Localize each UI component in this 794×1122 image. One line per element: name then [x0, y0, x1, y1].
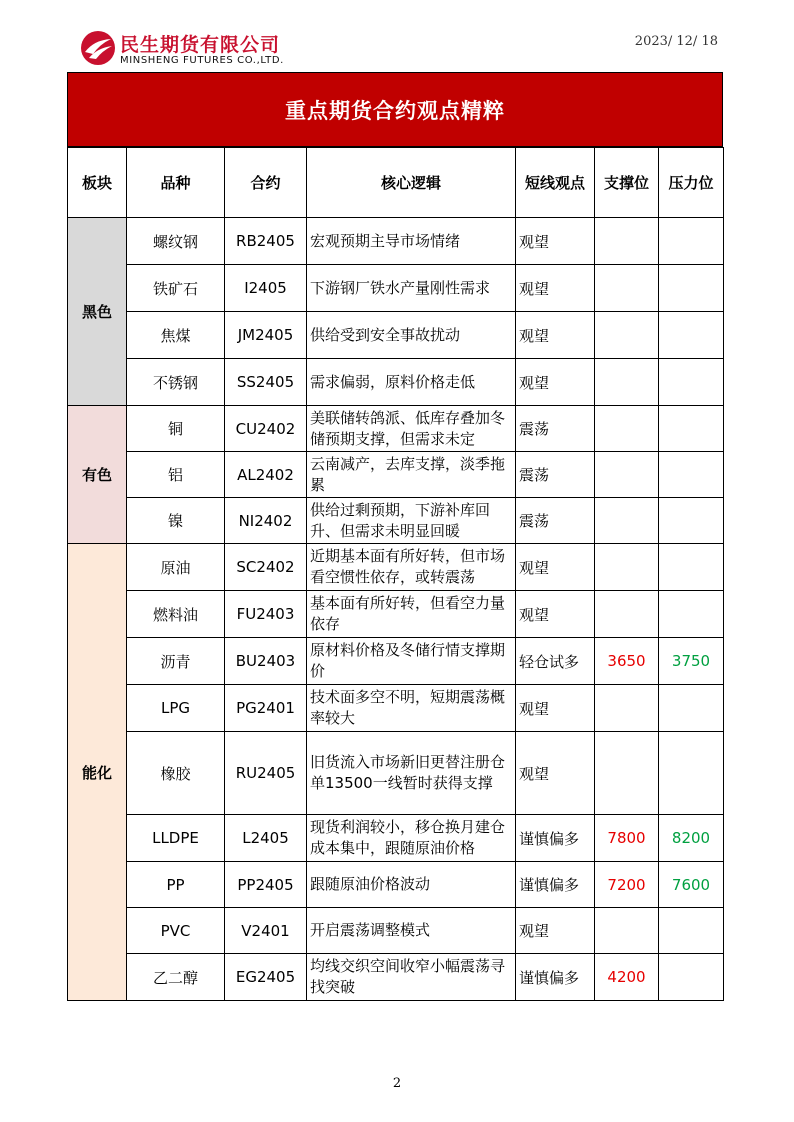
resistance-cell	[659, 452, 724, 498]
table-row	[68, 908, 724, 954]
contract-cell: EG2405	[225, 954, 307, 1001]
resistance-cell: 3750	[659, 638, 724, 685]
resistance-cell	[659, 544, 724, 591]
contract-cell: AL2402	[225, 452, 307, 498]
support-cell	[595, 498, 659, 544]
resistance-cell	[659, 908, 724, 954]
table-row	[68, 265, 724, 312]
resistance-cell	[659, 312, 724, 359]
variety-cell: 铜	[127, 406, 225, 452]
table-row	[68, 218, 724, 265]
logic-cell: 原材料价格及冬储行情支撑期价	[307, 638, 516, 685]
table-row	[68, 954, 724, 1001]
page-number: 2	[392, 1076, 402, 1091]
contract-cell: L2405	[225, 815, 307, 862]
resistance-cell	[659, 591, 724, 638]
contract-cell: NI2402	[225, 498, 307, 544]
support-cell	[595, 218, 659, 265]
variety-cell: PP	[127, 862, 225, 908]
sector-cell: 有色	[68, 406, 127, 544]
logic-cell: 供给过剩预期，下游补库回升、但需求未明显回暖	[307, 498, 516, 544]
contract-cell: JM2405	[225, 312, 307, 359]
variety-cell: 镍	[127, 498, 225, 544]
header-support: 支撑位	[595, 148, 659, 218]
logic-cell: 需求偏弱，原料价格走低	[307, 359, 516, 406]
contract-cell: PG2401	[225, 685, 307, 732]
variety-cell: 螺纹钢	[127, 218, 225, 265]
support-cell: 7200	[595, 862, 659, 908]
company-logo	[80, 28, 320, 72]
sector-cell: 黑色	[68, 218, 127, 406]
support-cell	[595, 908, 659, 954]
variety-cell: 橡胶	[127, 732, 225, 815]
logic-cell: 技术面多空不明，短期震荡概率较大	[307, 685, 516, 732]
support-cell	[595, 265, 659, 312]
contract-cell: RU2405	[225, 732, 307, 815]
view-cell: 谨慎偏多	[516, 815, 595, 862]
variety-cell: 铝	[127, 452, 225, 498]
contract-cell: I2405	[225, 265, 307, 312]
view-cell: 观望	[516, 265, 595, 312]
header-view: 短线观点	[516, 148, 595, 218]
variety-cell: 不锈钢	[127, 359, 225, 406]
futures-table	[67, 147, 724, 1001]
support-cell	[595, 685, 659, 732]
table-row	[68, 815, 724, 862]
variety-cell: PVC	[127, 908, 225, 954]
company-name-cn: 民生期货有限公司	[120, 34, 281, 56]
logic-cell: 美联储转鸽派、低库存叠加冬储预期支撑，但需求未定	[307, 406, 516, 452]
contract-cell: CU2402	[225, 406, 307, 452]
resistance-cell	[659, 685, 724, 732]
logic-cell: 均线交织空间收窄小幅震荡寻找突破	[307, 954, 516, 1001]
variety-cell: LPG	[127, 685, 225, 732]
table-row	[68, 862, 724, 908]
support-cell: 3650	[595, 638, 659, 685]
table-row	[68, 498, 724, 544]
variety-cell: 铁矿石	[127, 265, 225, 312]
view-cell: 观望	[516, 908, 595, 954]
logic-cell: 基本面有所好转，但看空力量依存	[307, 591, 516, 638]
sector-cell: 能化	[68, 544, 127, 1001]
view-cell: 谨慎偏多	[516, 954, 595, 1001]
support-cell: 7800	[595, 815, 659, 862]
logic-cell: 供给受到安全事故扰动	[307, 312, 516, 359]
view-cell: 震荡	[516, 498, 595, 544]
table-row	[68, 359, 724, 406]
support-cell	[595, 452, 659, 498]
table-row	[68, 544, 724, 591]
view-cell: 观望	[516, 591, 595, 638]
header-sector: 板块	[68, 148, 127, 218]
logic-cell: 云南减产，去库支撑，淡季拖累	[307, 452, 516, 498]
support-cell	[595, 544, 659, 591]
resistance-cell	[659, 265, 724, 312]
view-cell: 谨慎偏多	[516, 862, 595, 908]
logic-cell: 开启震荡调整模式	[307, 908, 516, 954]
header-logic: 核心逻辑	[307, 148, 516, 218]
resistance-cell	[659, 218, 724, 265]
header-variety: 品种	[127, 148, 225, 218]
table-row	[68, 452, 724, 498]
logic-cell: 下游钢厂铁水产量刚性需求	[307, 265, 516, 312]
table-row	[68, 591, 724, 638]
support-cell: 4200	[595, 954, 659, 1001]
header-contract: 合约	[225, 148, 307, 218]
view-cell: 观望	[516, 732, 595, 815]
table-row	[68, 685, 724, 732]
resistance-cell	[659, 732, 724, 815]
view-cell: 观望	[516, 312, 595, 359]
variety-cell: 燃料油	[127, 591, 225, 638]
variety-cell: 焦煤	[127, 312, 225, 359]
logic-cell: 跟随原油价格波动	[307, 862, 516, 908]
table-title: 重点期货合约观点精粹	[67, 72, 723, 147]
variety-cell: 乙二醇	[127, 954, 225, 1001]
contract-cell: RB2405	[225, 218, 307, 265]
company-name-en: MINSHENG FUTURES CO.,LTD.	[120, 55, 284, 66]
logic-cell: 宏观预期主导市场情绪	[307, 218, 516, 265]
table-row	[68, 312, 724, 359]
resistance-cell	[659, 498, 724, 544]
resistance-cell	[659, 359, 724, 406]
table-body	[68, 218, 724, 1001]
minsheng-logo-icon	[80, 30, 116, 66]
view-cell: 震荡	[516, 452, 595, 498]
support-cell	[595, 359, 659, 406]
contract-cell: SC2402	[225, 544, 307, 591]
report-date: 2023/ 12/ 18	[634, 34, 718, 49]
contract-cell: V2401	[225, 908, 307, 954]
support-cell	[595, 406, 659, 452]
view-cell: 观望	[516, 544, 595, 591]
variety-cell: 原油	[127, 544, 225, 591]
contract-cell: SS2405	[225, 359, 307, 406]
view-cell: 震荡	[516, 406, 595, 452]
table-header-row	[68, 148, 724, 218]
contract-cell: BU2403	[225, 638, 307, 685]
resistance-cell	[659, 406, 724, 452]
logic-cell: 现货利润较小，移仓换月建仓成本集中，跟随原油价格	[307, 815, 516, 862]
view-cell: 轻仓试多	[516, 638, 595, 685]
support-cell	[595, 312, 659, 359]
logic-cell: 近期基本面有所好转，但市场看空惯性依存，或转震荡	[307, 544, 516, 591]
table-row	[68, 406, 724, 452]
logic-cell: 旧货流入市场新旧更替注册仓单13500一线暂时获得支撑	[307, 732, 516, 815]
resistance-cell: 7600	[659, 862, 724, 908]
variety-cell: 沥青	[127, 638, 225, 685]
table-row	[68, 638, 724, 685]
resistance-cell	[659, 954, 724, 1001]
resistance-cell: 8200	[659, 815, 724, 862]
view-cell: 观望	[516, 359, 595, 406]
contract-cell: FU2403	[225, 591, 307, 638]
support-cell	[595, 732, 659, 815]
view-cell: 观望	[516, 218, 595, 265]
variety-cell: LLDPE	[127, 815, 225, 862]
table-row	[68, 732, 724, 815]
contract-cell: PP2405	[225, 862, 307, 908]
support-cell	[595, 591, 659, 638]
view-cell: 观望	[516, 685, 595, 732]
header-resistance: 压力位	[659, 148, 724, 218]
